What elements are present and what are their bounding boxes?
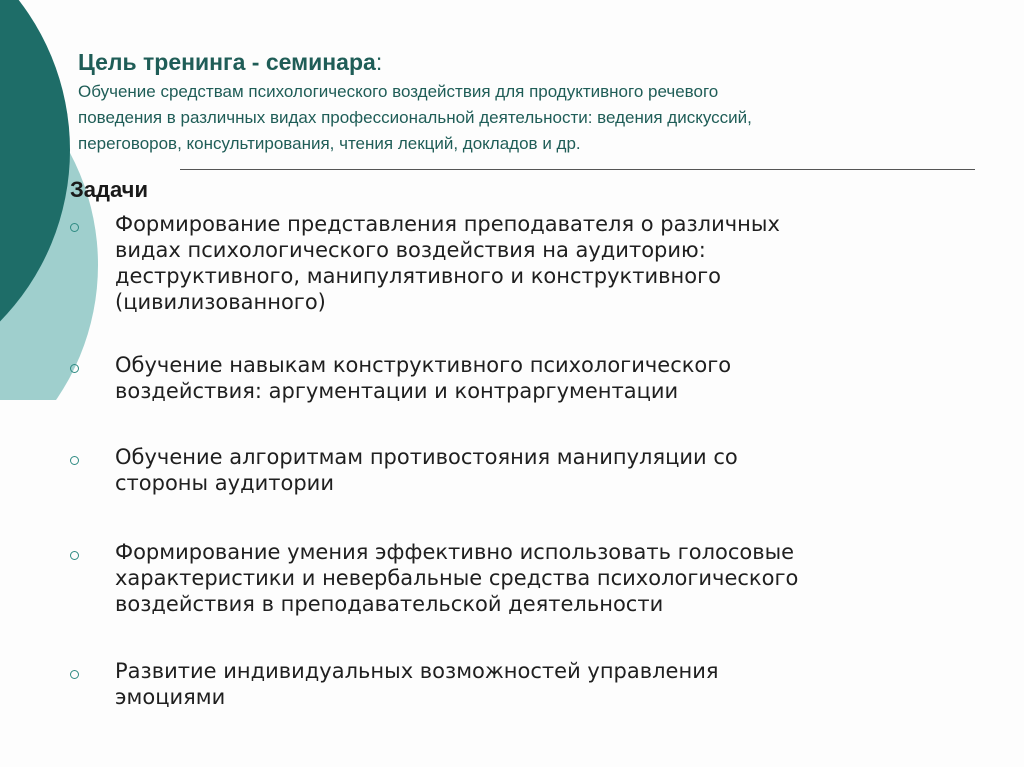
list-item-line: эмоциями bbox=[115, 685, 226, 709]
list-item-line: воздействия в преподавательской деятельности bbox=[115, 592, 664, 616]
list-item-line: стороны аудитории bbox=[115, 471, 334, 495]
slide-header bbox=[78, 48, 998, 157]
list-item-text bbox=[115, 211, 1015, 315]
list-item-line: Развитие индивидуальных возможностей управления bbox=[115, 659, 719, 683]
list-item-line: (цивилизованного) bbox=[115, 290, 326, 314]
tasks-heading: Задачи bbox=[70, 177, 148, 202]
list-item-line: характеристики и невербальные средства психологического bbox=[115, 566, 799, 590]
list-item-text bbox=[115, 352, 1015, 404]
bullet-circle-icon bbox=[70, 364, 79, 373]
bullet-circle-icon bbox=[70, 223, 79, 232]
list-item-line: Формирование умения эффективно использовать голосовые bbox=[115, 540, 795, 564]
slide-title bbox=[78, 48, 998, 76]
list-item-text bbox=[115, 539, 1015, 617]
list-item-text bbox=[115, 658, 1015, 710]
list-item-text bbox=[115, 444, 1015, 496]
list-item-line: воздействия: аргументации и контраргументации bbox=[115, 379, 679, 403]
bullet-circle-icon bbox=[70, 551, 79, 560]
list-item-line: Формирование представления преподавателя о различных bbox=[115, 212, 780, 236]
subtitle-line: Обучение средствам психологического воздействия для продуктивного речевого bbox=[78, 82, 719, 101]
subtitle-line: поведения в различных видах профессиональной деятельности: ведения дискуссий, bbox=[78, 108, 752, 127]
list-item-line: Обучение алгоритмам противостояния манипуляции со bbox=[115, 445, 738, 469]
subtitle-line: переговоров, консультирования, чтения лекций, докладов и др. bbox=[78, 134, 581, 153]
header-divider bbox=[180, 169, 975, 170]
slide-subtitle bbox=[78, 79, 998, 157]
bullet-circle-icon bbox=[70, 670, 79, 679]
list-item-line: Обучение навыкам конструктивного психологического bbox=[115, 353, 732, 377]
bullet-circle-icon bbox=[70, 456, 79, 465]
list-item-line: деструктивного, манипулятивного и конструктивного bbox=[115, 264, 721, 288]
slide-title-colon: : bbox=[375, 49, 383, 75]
list-item-line: видах психологического воздействия на аудиторию: bbox=[115, 238, 706, 262]
slide-title-text: Цель тренинга - семинара bbox=[78, 49, 376, 75]
